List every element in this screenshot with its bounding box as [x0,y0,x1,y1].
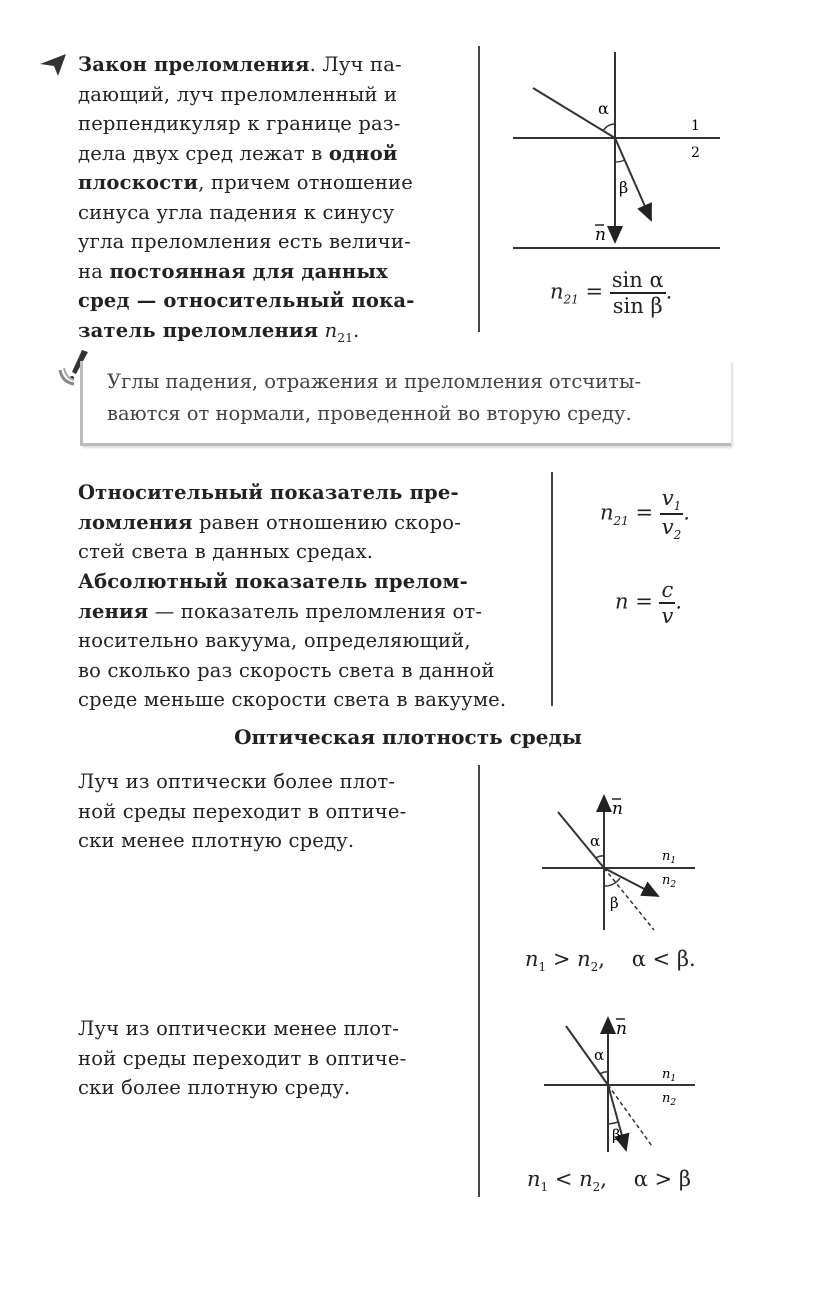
law-line: на [78,259,104,283]
cond-n2: n [577,947,591,971]
case2-line: ски более плотную среду. [78,1076,351,1099]
formula-lhs: n [600,500,614,525]
case2-text [78,1014,468,1103]
cond-n2-sub: 2 [590,960,599,975]
n2-letter: n [662,873,671,888]
n1-letter: n [662,849,671,864]
relative-title: Относительный показатель пре- [78,481,459,504]
relative-title: ломления [78,510,193,534]
law-bold: постоянная для данных [109,259,388,283]
absolute-title: Абсолютный показатель прелом- [78,570,468,593]
beta-label: β [610,894,619,912]
law-bold: сред — относительный пока- [78,289,415,312]
case2-diagram [540,1012,700,1162]
relative-line: стей света в данных средах. [78,540,374,563]
absolute-title: ления [78,599,149,623]
law-formula: $n_{21}$ = $\frac{\text{sin α}}{\text{sin β}}$ . [550,268,673,318]
law-title: Закон преломления [78,53,310,76]
law-line: Луч па- [322,53,402,76]
absolute-index-text [78,567,548,715]
absolute-formula: n = $\frac{c}{v}$ . [615,578,683,628]
cond-op: < [548,1167,580,1191]
absolute-line: среде меньше скорости света в вакууме. [78,688,507,711]
normal-label: n [612,799,623,819]
cond-n2: n [579,1167,593,1191]
cond-angle: α < β. [631,947,696,971]
n2-label [662,1091,676,1108]
n1-letter: n [662,1067,671,1082]
n1-sub: 1 [670,1074,677,1084]
case1-text [78,767,468,856]
law-line: перпендикуляр к границе раз- [78,112,401,135]
formula-numerator: v [661,486,674,510]
law-text: Закон преломления. Луч па- дающий, луч преломленный и перпендикуляр к границе раз- дела двух сред лежат в одной плоскости, причем отношение синуса угла падения к синусу угла преломления есть величи- на постоянная для данных сред — относительный пока- затель преломления $n_{21}$. [78,50,458,353]
formula-lhs: n [550,279,564,304]
cond-n1-sub: 1 [538,960,547,975]
formula-den-sub: 2 [673,528,682,543]
case1-line: ски менее плотную среду. [78,829,355,852]
law-bold: затель преломления [78,318,319,342]
relative-index-text [78,478,538,567]
case1-line: Луч из оптически более плот- [78,770,396,793]
absolute-line: носительно вакуума, определяющий, [78,629,471,652]
pointer-arrow-icon [38,52,68,78]
normal-label: n [595,225,606,245]
law-bold: одной [328,141,398,165]
law-bold: плоскости [78,171,199,194]
law-line: дающий, луч преломленный и [78,82,398,106]
beta-label: β [619,178,629,197]
law-symbol-sub: 21 [337,330,354,345]
n2-letter: n [662,1091,671,1106]
law-period: . [353,318,360,342]
formula-lhs-sub: 21 [563,292,579,307]
case2-line: ной среды переходит в оптиче- [78,1046,407,1070]
relative-formula: $n_{21}$ = $\frac{v_1}{v_2}$ . [600,486,690,543]
n1-label [662,1067,676,1084]
note-line: ваются от нормали, проведенной во вторую среду. [107,402,632,425]
alpha-label: α [594,1046,605,1064]
note-line: Углы падения, отражения и преломления отсчиты- [107,370,642,393]
law-line: дела двух сред лежат в [78,141,323,165]
formula-denominator: sin β [612,294,663,318]
n2-sub: 2 [670,1098,677,1108]
divider-3 [478,765,480,1197]
divider-2 [551,472,553,706]
cond-angle: α > β [633,1167,691,1191]
refraction-diagram [505,52,725,257]
relative-line: равен отношению скоро- [192,510,461,534]
n1-sub: 1 [670,856,677,866]
formula-numerator: sin α [611,268,664,292]
formula-numerator: c [659,578,675,604]
cond-n2-sub: 2 [592,1180,601,1195]
medium-2-label: 2 [691,145,700,161]
case1-diagram [540,790,700,940]
section-heading: Оптическая плотность среды [234,725,582,749]
formula-num-sub: 1 [673,499,682,514]
case1-line: ной среды переходит в оптиче- [78,799,407,823]
cond-op: > [546,947,578,971]
formula-denominator: v [661,604,674,628]
medium-1-label: 1 [691,118,700,134]
formula-lhs: n [615,589,629,614]
note-text [107,366,641,430]
absolute-line: во сколько раз скорость света в данной [78,658,495,682]
law-symbol: n [324,318,338,342]
divider-1 [478,46,480,332]
absolute-line: — показатель преломления от- [148,599,483,623]
law-line: синуса угла падения к синусу [78,200,395,224]
beta-label: β [612,1126,621,1144]
normal-label: n [616,1019,627,1039]
case2-condition: $n_1 < n_2$, α > β [527,1167,691,1195]
formula-lhs-sub: 21 [613,513,629,528]
law-line: угла преломления есть величи- [78,230,411,253]
cond-n1: n [527,1167,541,1191]
n2-sub: 2 [670,880,677,890]
alpha-label: α [590,832,601,850]
case1-condition: $n_1 > n_2$, α < β. [525,947,696,975]
alpha-label: α [598,99,609,118]
cond-n1-sub: 1 [540,1180,549,1195]
n2-label [662,873,676,890]
formula-denominator: v [661,515,674,540]
n1-label [662,849,676,866]
case2-line: Луч из оптически менее плот- [78,1017,400,1040]
cond-n1: n [525,947,539,971]
law-line: , причем отношение [198,171,413,194]
